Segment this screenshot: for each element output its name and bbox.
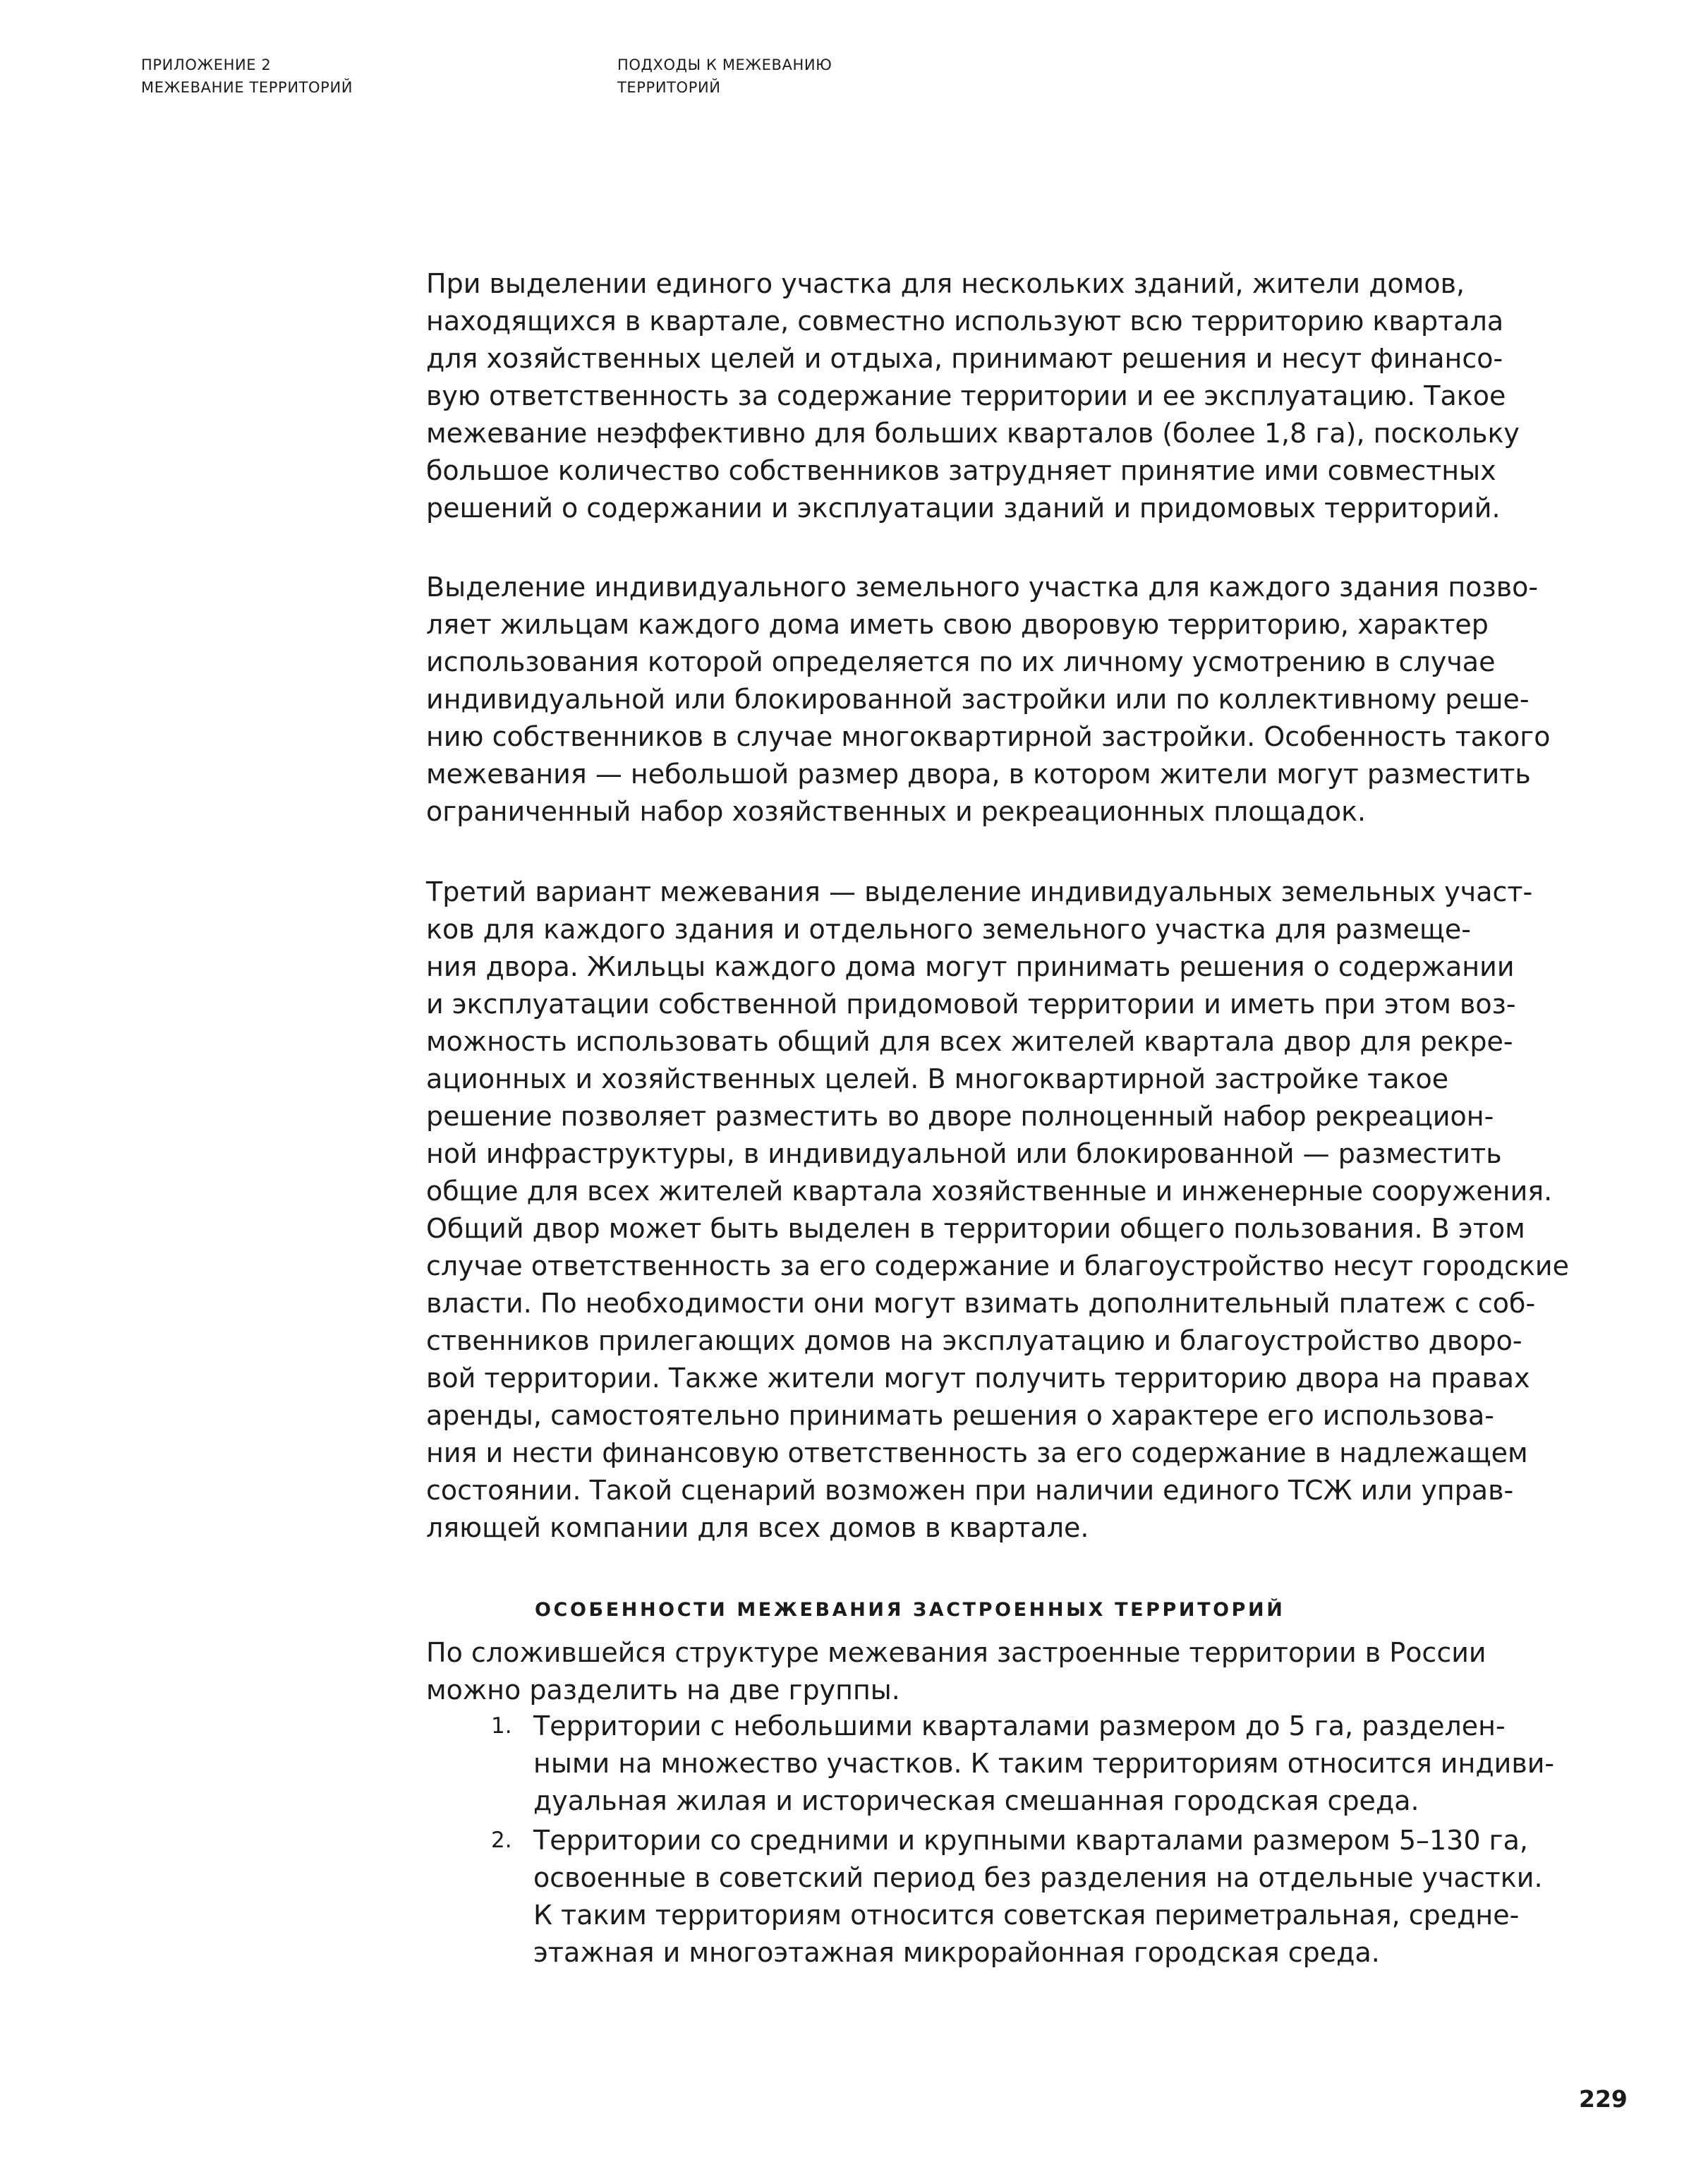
- paragraph-line: ационных и хозяйственных целей. В многоквартирной застройке такое: [426, 1063, 1449, 1094]
- paragraph-line: находящихся в квартале, совместно используют всю территорию квартала: [426, 306, 1504, 337]
- running-header-left-line-2: МЕЖЕВАНИЕ ТЕРРИТОРИЙ: [141, 79, 353, 96]
- paragraph-line: общие для всех жителей квартала хозяйственные и инженерные сооружения.: [426, 1176, 1553, 1207]
- paragraph-line: ной инфраструктуры, в индивидуальной или блокированной — разместить: [426, 1138, 1502, 1169]
- paragraph-line: Общий двор может быть выделен в территории общего пользования. В этом: [426, 1213, 1525, 1244]
- paragraph-line: вой территории. Также жители могут получить территорию двора на правах: [426, 1363, 1530, 1394]
- section-heading: ОСОБЕННОСТИ МЕЖЕВАНИЯ ЗАСТРОЕННЫХ ТЕРРИТОРИЙ: [535, 1599, 1285, 1621]
- paragraph-line: и эксплуатации собственной придомовой территории и иметь при этом воз-: [426, 989, 1516, 1020]
- paragraph-line: межевания — небольшой размер двора, в котором жители могут разместить: [426, 759, 1531, 790]
- paragraph-line: большое количество собственников затрудняет принятие ими совместных: [426, 455, 1496, 486]
- section-intro: [426, 1634, 1541, 1709]
- paragraph-line: можность использовать общий для всех жителей квартала двор для рекре-: [426, 1026, 1513, 1057]
- paragraph-line: решений о содержании и эксплуатации зданий и придомовых территорий.: [426, 493, 1501, 524]
- paragraph-line: нию собственников в случае многоквартирной застройки. Особенность такого: [426, 721, 1551, 752]
- page-number: 229: [1579, 2085, 1628, 2113]
- running-header-right: [617, 54, 832, 99]
- paragraph-line: ственников прилегающих домов на эксплуатацию и благоустройство дворо-: [426, 1325, 1522, 1356]
- running-header-left: [141, 54, 353, 99]
- paragraph-line: Выделение индивидуального земельного участка для каждого здания позво-: [426, 572, 1539, 603]
- paragraph-line: вую ответственность за содержание территории и ее эксплуатацию. Такое: [426, 380, 1506, 411]
- list-item-number: 2.: [491, 1828, 512, 1853]
- paragraph-line: состоянии. Такой сценарий возможен при наличии единого ТСЖ или управ-: [426, 1475, 1514, 1506]
- list-item-line: Территории со средними и крупными кварталами размером 5–130 га,: [533, 1825, 1528, 1856]
- paragraph-single-plot: [426, 265, 1541, 527]
- running-header-right-line-2: ТЕРРИТОРИЙ: [617, 79, 721, 96]
- paragraph-line: ков для каждого здания и отдельного земельного участка для размеще-: [426, 914, 1471, 945]
- list-item-line: Территории с небольшими кварталами размером до 5 га, разделен-: [533, 1710, 1506, 1742]
- paragraph-line: можно разделить на две группы.: [426, 1674, 900, 1706]
- list-item-number: 1.: [491, 1713, 512, 1739]
- paragraph-line: ляет жильцам каждого дома иметь свою дворовую территорию, характер: [426, 609, 1489, 640]
- list-item-line: освоенные в советский период без разделения на отдельные участки.: [533, 1862, 1543, 1893]
- paragraph-individual-plots: [426, 569, 1551, 831]
- paragraph-line: индивидуальной или блокированной застройки или по коллективному реше-: [426, 684, 1530, 715]
- paragraph-line: для хозяйственных целей и отдыха, принимают решения и несут финансо-: [426, 343, 1503, 374]
- paragraph-line: решение позволяет разместить во дворе полноценный набор рекреацион-: [426, 1101, 1494, 1132]
- paragraph-line: аренды, самостоятельно принимать решения о характере его использова-: [426, 1400, 1495, 1431]
- running-header-right-line-1: ПОДХОДЫ К МЕЖЕВАНИЮ: [617, 56, 832, 73]
- paragraph-third-variant: [426, 874, 1570, 1547]
- paragraph-line: использования которой определяется по их личному усмотрению в случае: [426, 646, 1496, 677]
- paragraph-line: ния двора. Жильцы каждого дома могут принимать решения о содержании: [426, 951, 1515, 982]
- list-item-line: ными на множество участков. К таким территориям относится индиви-: [533, 1748, 1555, 1779]
- paragraph-line: власти. По необходимости они могут взимать дополнительный платеж с соб-: [426, 1288, 1536, 1319]
- list-item-line: К таким территориям относится советская периметральная, средне-: [533, 1900, 1520, 1931]
- paragraph-line: ния и нести финансовую ответственность за его содержание в надлежащем: [426, 1437, 1528, 1468]
- paragraph-line: По сложившейся структуре межевания застроенные территории в России: [426, 1637, 1486, 1668]
- list-item-line: этажная и многоэтажная микрорайонная городская среда.: [533, 1937, 1380, 1968]
- paragraph-line: случае ответственность за его содержание и благоустройство несут городские: [426, 1250, 1570, 1281]
- paragraph-line: ляющей компании для всех домов в квартале.: [426, 1512, 1089, 1543]
- numbered-list-item: [426, 1708, 1555, 1820]
- paragraph-line: При выделении единого участка для нескольких зданий, жители домов,: [426, 268, 1465, 299]
- running-header-left-line-1: ПРИЛОЖЕНИЕ 2: [141, 56, 272, 73]
- paragraph-line: Третий вариант межевания — выделение индивидуальных земельных участ-: [426, 876, 1533, 907]
- paragraph-line: ограниченный набор хозяйственных и рекреационных площадок.: [426, 796, 1367, 827]
- paragraph-line: межевание неэффективно для больших кварталов (более 1,8 га), поскольку: [426, 418, 1520, 449]
- numbered-list-item: [426, 1822, 1555, 1972]
- list-item-line: дуальная жилая и историческая смешанная городская среда.: [533, 1785, 1419, 1816]
